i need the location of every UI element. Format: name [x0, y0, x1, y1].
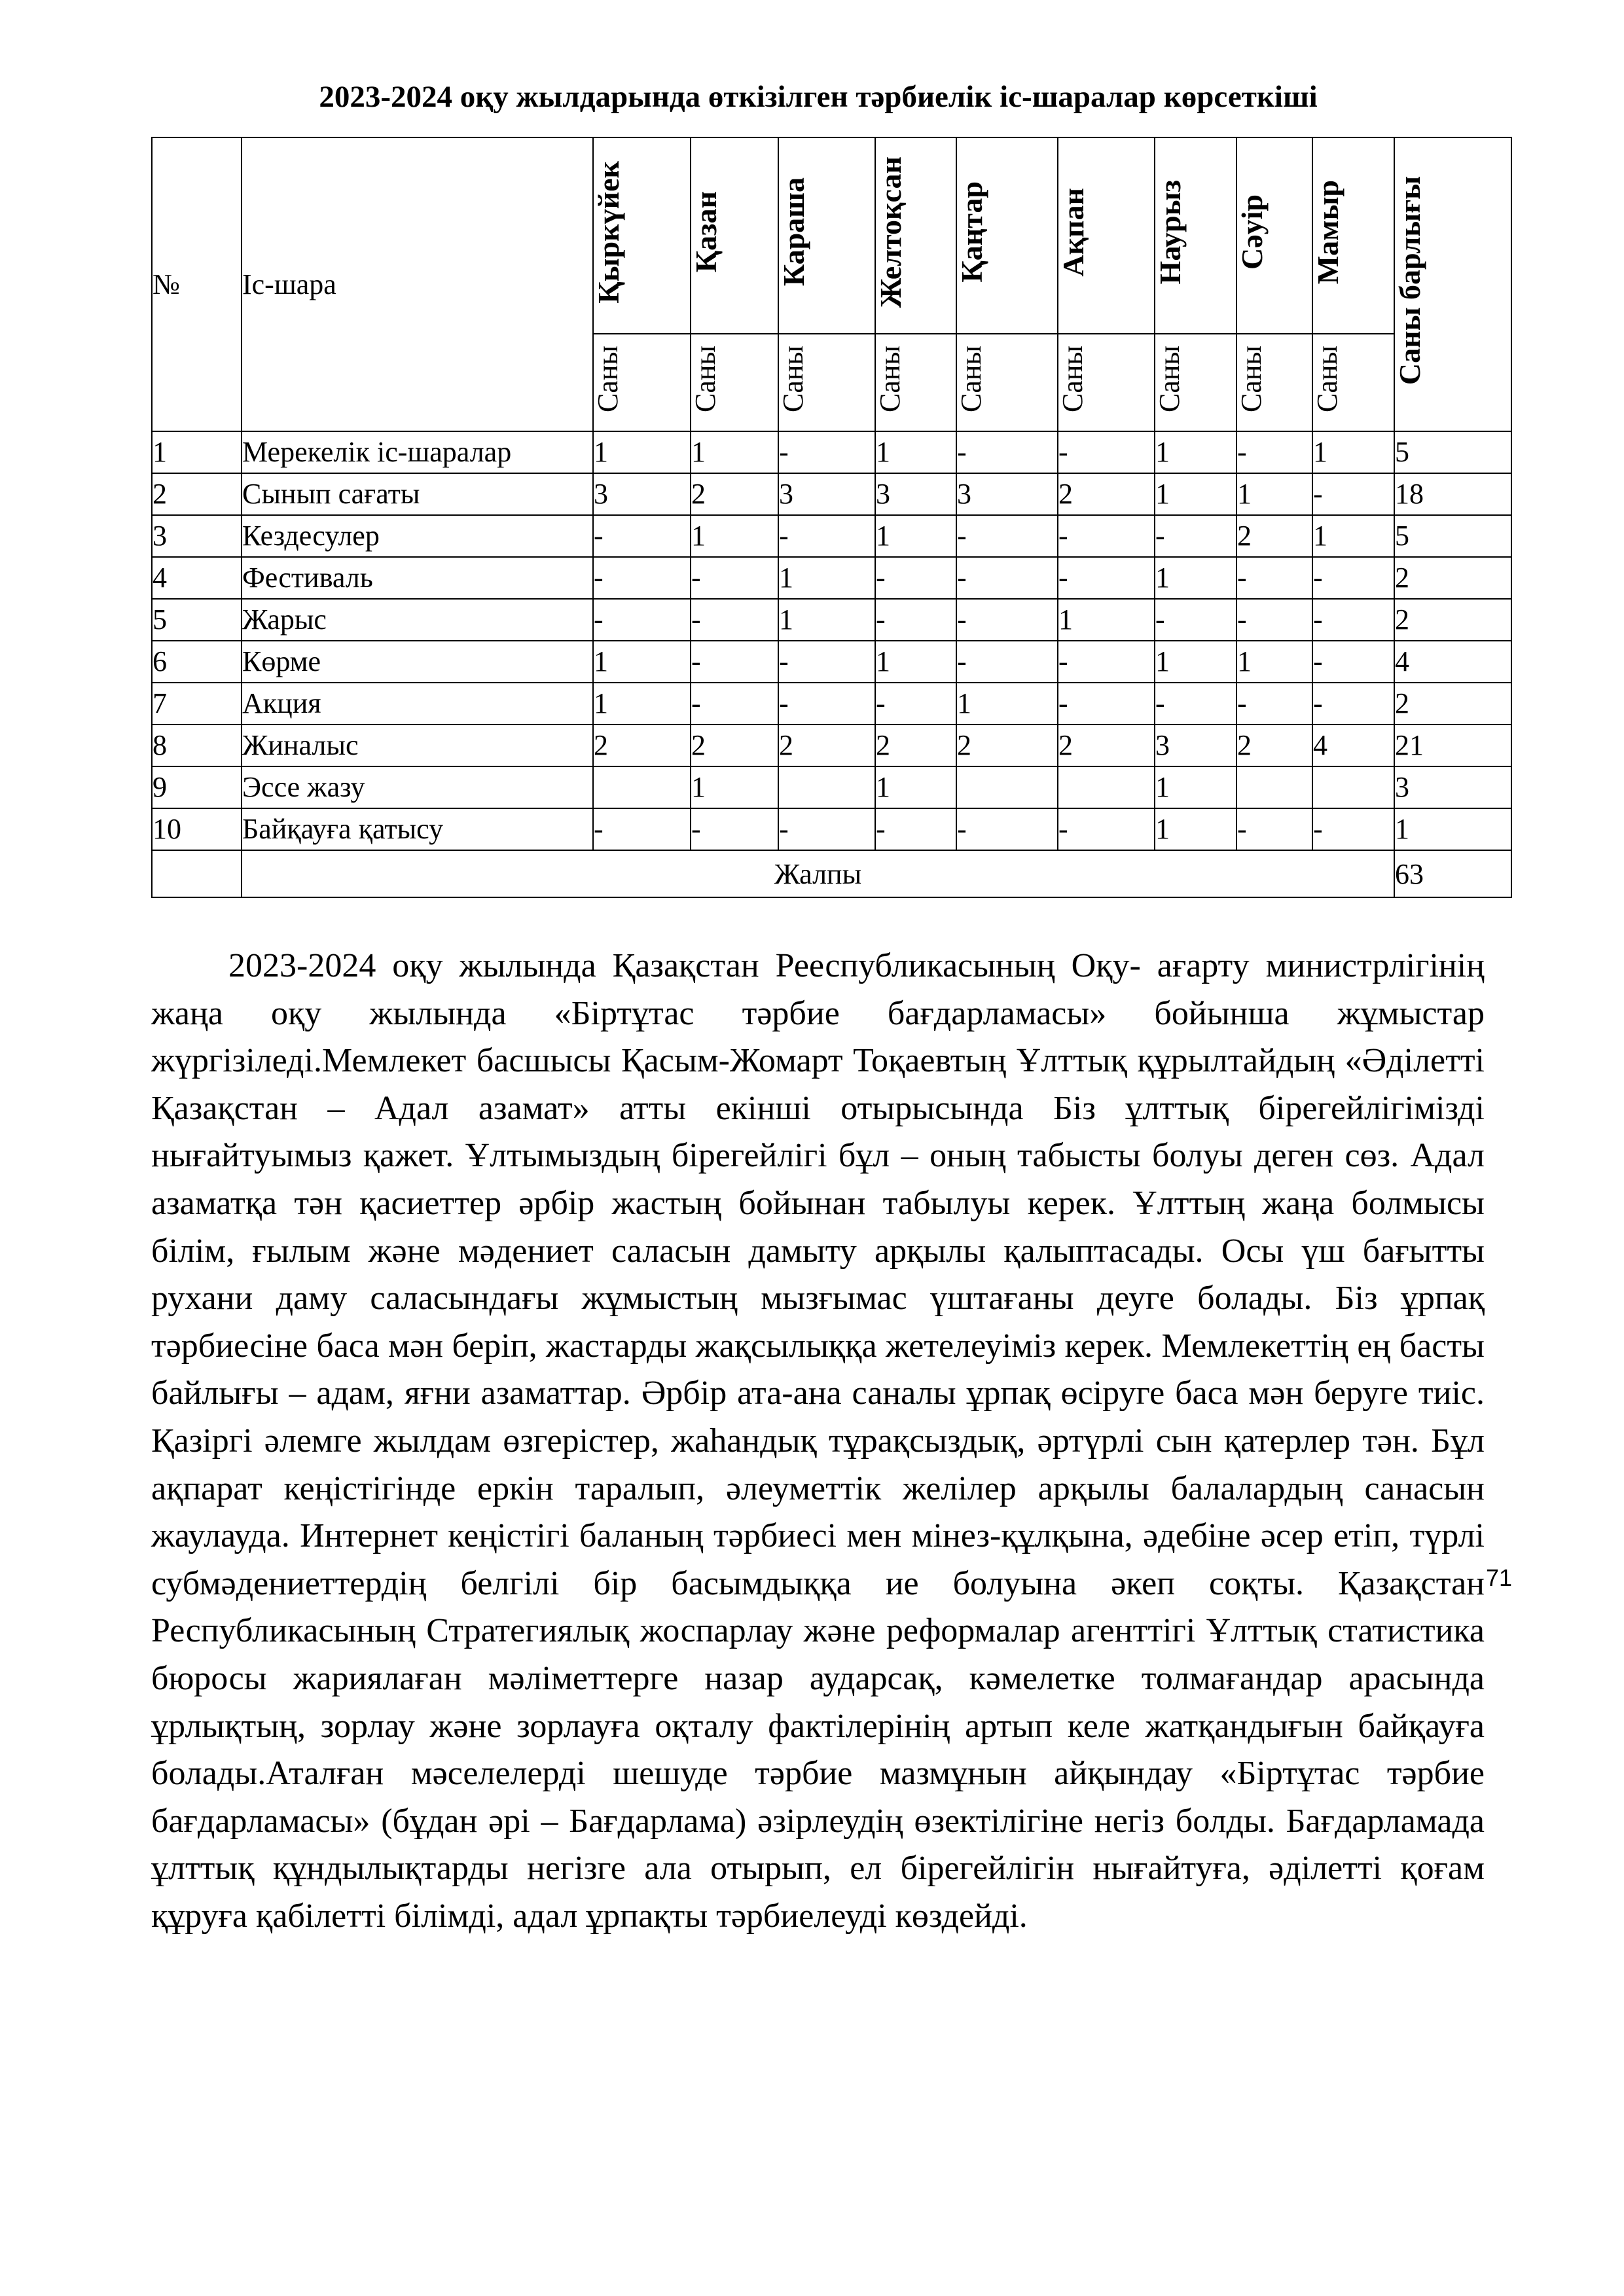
month-count: 1 — [593, 641, 691, 683]
month-count: - — [593, 599, 691, 641]
month-count: - — [1312, 683, 1394, 725]
total-column-label: Саны барлығы — [1393, 176, 1426, 386]
count-subheader: Саны — [691, 334, 778, 431]
month-count: - — [956, 808, 1058, 850]
month-count: 1 — [875, 431, 956, 473]
month-count — [956, 766, 1058, 808]
table-row — [152, 766, 1511, 808]
row-total: 5 — [1394, 431, 1511, 473]
month-count: - — [1155, 515, 1236, 557]
month-count: 1 — [1155, 431, 1236, 473]
month-count: - — [956, 641, 1058, 683]
month-count: - — [956, 557, 1058, 599]
event-name: Фестиваль — [242, 557, 593, 599]
table-row — [152, 599, 1511, 641]
row-number: 7 — [152, 683, 242, 725]
month-count: - — [1312, 599, 1394, 641]
month-count: - — [875, 557, 956, 599]
event-name: Сынып сағаты — [242, 473, 593, 515]
month-count: - — [875, 683, 956, 725]
count-subheader: Саны — [875, 334, 956, 431]
month-count: - — [691, 599, 778, 641]
number-column-header: № — [152, 137, 242, 431]
month-count: 1 — [1155, 808, 1236, 850]
table-row — [152, 808, 1511, 850]
month-count: 2 — [593, 725, 691, 766]
table-row — [152, 683, 1511, 725]
month-count: 4 — [1312, 725, 1394, 766]
month-label: Ақпан — [1056, 187, 1090, 277]
month-header — [1312, 137, 1394, 334]
month-count: - — [1312, 473, 1394, 515]
row-total: 2 — [1394, 683, 1511, 725]
month-count: - — [1312, 641, 1394, 683]
month-count: 2 — [691, 473, 778, 515]
month-label: Желтоқсан — [874, 156, 907, 308]
month-count: 1 — [593, 431, 691, 473]
month-count: - — [956, 515, 1058, 557]
month-count — [1236, 766, 1312, 808]
table-row — [152, 641, 1511, 683]
event-name: Жарыс — [242, 599, 593, 641]
table-row — [152, 473, 1511, 515]
month-count: - — [1058, 641, 1155, 683]
month-header — [691, 137, 778, 334]
month-count: - — [1236, 599, 1312, 641]
row-number: 2 — [152, 473, 242, 515]
month-count: - — [1312, 557, 1394, 599]
month-count: - — [778, 683, 875, 725]
month-count — [1312, 766, 1394, 808]
row-number: 1 — [152, 431, 242, 473]
month-label: Сәуір — [1235, 194, 1269, 270]
count-subheader: Саны — [1155, 334, 1236, 431]
month-header — [1058, 137, 1155, 334]
event-column-header: Іс-шара — [242, 137, 593, 431]
month-count: 1 — [1155, 766, 1236, 808]
month-count: 1 — [778, 557, 875, 599]
month-count: 1 — [875, 515, 956, 557]
month-header — [1155, 137, 1236, 334]
month-count: 3 — [1155, 725, 1236, 766]
event-name: Кездесулер — [242, 515, 593, 557]
month-count: - — [691, 808, 778, 850]
month-count: 1 — [691, 766, 778, 808]
month-count: - — [1058, 431, 1155, 473]
month-count: 3 — [956, 473, 1058, 515]
month-count: 2 — [778, 725, 875, 766]
month-count — [593, 766, 691, 808]
month-header — [875, 137, 956, 334]
events-table — [151, 137, 1512, 898]
month-count: 1 — [691, 431, 778, 473]
month-count: - — [778, 515, 875, 557]
month-count: - — [1058, 808, 1155, 850]
month-header — [956, 137, 1058, 334]
count-subheader: Саны — [1236, 334, 1312, 431]
month-header — [593, 137, 691, 334]
event-name: Акция — [242, 683, 593, 725]
count-subheader: Саны — [593, 334, 691, 431]
month-count: 2 — [1236, 515, 1312, 557]
row-number: 6 — [152, 641, 242, 683]
month-count: 2 — [691, 725, 778, 766]
month-count: - — [875, 808, 956, 850]
month-count: - — [956, 431, 1058, 473]
month-count: - — [1058, 683, 1155, 725]
month-count: - — [1058, 515, 1155, 557]
row-number: 4 — [152, 557, 242, 599]
month-label: Қаңтар — [955, 181, 988, 283]
table-row — [152, 725, 1511, 766]
month-count: - — [1236, 683, 1312, 725]
month-count: 1 — [691, 515, 778, 557]
month-count: 1 — [593, 683, 691, 725]
month-count: 1 — [1058, 599, 1155, 641]
row-total: 1 — [1394, 808, 1511, 850]
row-number: 3 — [152, 515, 242, 557]
body-paragraph: 2023-2024 оқу жылында Қазақстан Рееспубликасының Оқу- ағарту министрлігінің жаңа оқу жылында «Біртұтас тәрбие бағдарламасы» бойынша жұмыстар жүргізіледі.Мемлекет басшысы Қасым-Жомарт Тоқаевтың Ұлттық құрылтайдың «Әділетті Қазақстан – Адал азамат» атты екінші отырысында Біз ұлттық бірегейлігімізді нығайтуымыз қажет. Ұлтымыздың бірегейлігі бұл – оның табысты болуы деген сөз. Адал азаматқа тән қасиеттер әрбір жастың бойынан табылуы керек. Ұлттың жаңа болмысы білім, ғылым және мәдениет саласын дамыту арқылы қалыптасады. Осы үш бағытты рухани даму саласындағы жұмыстың мызғымас үштағаны деуге болады. Біз ұрпақ тәрбиесіне баса мән беріп, жастарды жақсылыққа жетелеуіміз керек. Мемлекеттің ең басты байлығы – адам, яғни азаматтар. Әрбір ата-ана саналы ұрпақ өсіруге баса мән беруге тиіс. Қазіргі әлемге жылдам өзгерістер, жаһандық тұрақсыздық, әртүрлі сын қатерлер тән. Бұл ақпарат кеңістігінде еркін таралып, әлеуметтік желілер арқылы балалардың санасын жаулауда. Интернет кеңістігі баланың тәрбиесі мен мінез-құлқына, әдебіне әсер етіп, түрлі субмәдениеттердің белгілі бір басымдыққа ие болуына әкеп соқты. Қазақстан Республикасының Стратегиялық жоспарлау және реформалар агенттігі Ұлттық статистика бюросы жариялаған мәліметтерге назар аударсақ, кәмелетке толмағандар арасында ұрлықтың, зорлау және зорлауға оқталу фактілерінің артып келе жатқандығын байқауға болады.Аталған мәселелерді шешуде тәрбие мазмұнын айқындау «Біртұтас тәрбие бағдарламасы» (бұдан әрі – Бағдарлама) әзірлеудің өзектілігіне негіз болды. Бағдарламада ұлттық құндылықтарды негізге ала отырып, ел бірегейлігін нығайтуға, әділетті қоғам құруға қабілетті білімді, адал ұрпақты тәрбиелеуді көздейді. — [151, 947, 1485, 1935]
month-label: Мамыр — [1311, 179, 1344, 285]
month-count: 1 — [1236, 473, 1312, 515]
event-name: Эссе жазу — [242, 766, 593, 808]
month-count — [778, 766, 875, 808]
month-count: - — [1058, 557, 1155, 599]
month-count: 1 — [1155, 557, 1236, 599]
month-count: 2 — [1058, 725, 1155, 766]
row-number: 5 — [152, 599, 242, 641]
month-count: - — [593, 557, 691, 599]
month-count: 1 — [875, 641, 956, 683]
count-subheader: Саны — [1058, 334, 1155, 431]
row-number: 9 — [152, 766, 242, 808]
total-column-header — [1394, 137, 1511, 431]
month-count: - — [778, 431, 875, 473]
month-count: - — [1312, 808, 1394, 850]
month-count: - — [1236, 557, 1312, 599]
month-count: 2 — [1236, 725, 1312, 766]
row-total: 3 — [1394, 766, 1511, 808]
month-count: - — [778, 641, 875, 683]
month-count: - — [1236, 431, 1312, 473]
month-label: Қазан — [689, 191, 723, 273]
row-total: 2 — [1394, 557, 1511, 599]
count-subheader: Саны — [778, 334, 875, 431]
event-name: Жиналыс — [242, 725, 593, 766]
month-count: - — [1236, 808, 1312, 850]
event-name: Көрме — [242, 641, 593, 683]
month-count: 3 — [875, 473, 956, 515]
event-name: Байқауға қатысу — [242, 808, 593, 850]
row-total: 5 — [1394, 515, 1511, 557]
month-count: 1 — [956, 683, 1058, 725]
month-count: - — [1155, 599, 1236, 641]
row-total: 21 — [1394, 725, 1511, 766]
grand-total: 63 — [1394, 850, 1511, 897]
month-count: - — [593, 515, 691, 557]
month-count — [1058, 766, 1155, 808]
count-subheader: Саны — [1312, 334, 1394, 431]
row-total: 2 — [1394, 599, 1511, 641]
month-count: 3 — [593, 473, 691, 515]
month-count: 1 — [778, 599, 875, 641]
month-count: - — [1155, 683, 1236, 725]
table-row — [152, 515, 1511, 557]
month-label: Наурыз — [1153, 179, 1187, 285]
row-total: 18 — [1394, 473, 1511, 515]
count-subheader: Саны — [956, 334, 1058, 431]
month-count: 1 — [1155, 473, 1236, 515]
month-label: Караша — [777, 177, 810, 287]
table-row — [152, 431, 1511, 473]
month-count: - — [956, 599, 1058, 641]
month-count: 3 — [778, 473, 875, 515]
row-number: 10 — [152, 808, 242, 850]
table-row — [152, 557, 1511, 599]
total-row-empty-cell — [152, 850, 242, 897]
month-header — [778, 137, 875, 334]
month-count: - — [593, 808, 691, 850]
month-count: 1 — [1236, 641, 1312, 683]
page-title: 2023-2024 оқу жылдарында өткізілген тәрбиелік іс-шаралар көрсеткіші — [319, 80, 1318, 114]
month-count: - — [875, 599, 956, 641]
month-count: 2 — [1058, 473, 1155, 515]
row-total: 4 — [1394, 641, 1511, 683]
month-count: - — [691, 557, 778, 599]
month-count: 1 — [1155, 641, 1236, 683]
month-label: Қыркүйек — [592, 160, 625, 304]
row-number: 8 — [152, 725, 242, 766]
page-number: 71 — [1486, 1564, 1513, 1591]
month-count: 1 — [1312, 515, 1394, 557]
total-row-label: Жалпы — [242, 850, 1394, 897]
month-count: - — [691, 641, 778, 683]
month-count: 1 — [1312, 431, 1394, 473]
month-header — [1236, 137, 1312, 334]
month-count: 2 — [956, 725, 1058, 766]
month-count: - — [691, 683, 778, 725]
event-name: Мерекелік іс-шаралар — [242, 431, 593, 473]
month-count: - — [778, 808, 875, 850]
month-count: 2 — [875, 725, 956, 766]
month-count: 1 — [875, 766, 956, 808]
